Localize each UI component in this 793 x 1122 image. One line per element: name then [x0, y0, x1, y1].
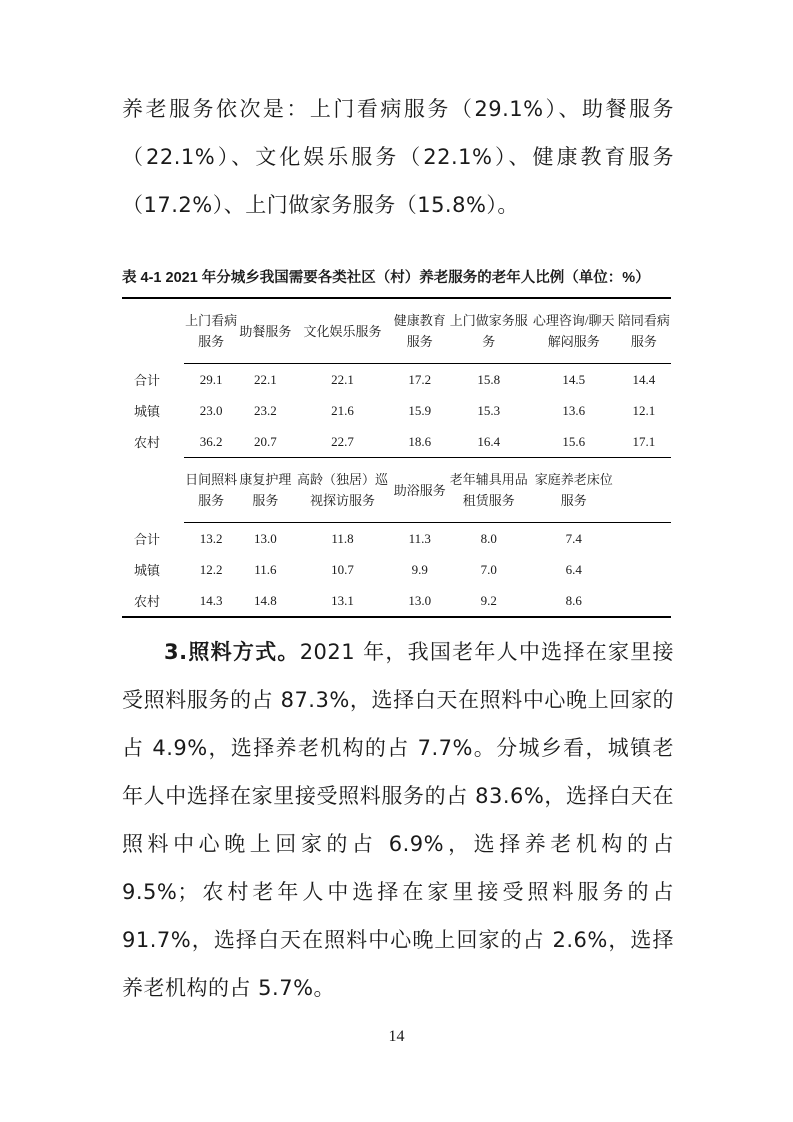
column-header: 陪同看病服务 [617, 298, 671, 364]
column-header: 日间照料服务 [184, 458, 238, 523]
table-cell: 17.2 [408, 371, 432, 387]
table-cell [617, 523, 671, 555]
table-cell: 15.3 [477, 402, 501, 418]
table-cell: 13.0 [254, 530, 277, 546]
table-cell: 11.8 [331, 530, 354, 546]
table-cell: 15.6 [562, 433, 586, 449]
table-cell: 8.6 [565, 592, 582, 608]
table-cell: 21.6 [331, 402, 354, 418]
row-label: 合计 [134, 372, 161, 388]
table-cell: 22.7 [331, 433, 354, 449]
column-header [617, 458, 671, 523]
table-cell: 10.7 [331, 561, 354, 577]
section-heading: 3.照料方式。 [164, 640, 300, 664]
table-header-row [122, 298, 671, 364]
table-cell: 20.7 [254, 433, 277, 449]
row-label: 农村 [134, 435, 161, 451]
column-header: 高龄（独居）巡视探访服务 [293, 458, 393, 523]
table-cell: 11.6 [254, 561, 277, 577]
table-cell: 13.6 [562, 402, 586, 418]
table-cell: 36.2 [199, 433, 223, 449]
table-cell [617, 554, 671, 585]
header-corner [122, 458, 184, 523]
column-header: 上门做家务服务 [447, 298, 531, 364]
table-cell: 8.0 [480, 530, 497, 546]
table-cell: 7.0 [480, 561, 497, 577]
table-cell: 13.2 [199, 530, 223, 546]
table-cell: 12.2 [199, 561, 223, 577]
paragraph-body: 2021 年，我国老年人中选择在家里接受照料服务的占 87.3%，选择白天在照料中心晚上回家的占 4.9%，选择养老机构的占 7.7%。分城乡看，城镇老年人中选择在家里接受照料服务的占 83.6%，选择白天在照料中心晚上回家的占 6.9%，选择养老机构的占 9.5%；农村老年人中选择在家里接受照料服务的占 91.7%，选择白天在照料中心晚上回家的占 2.6%，选择养老机构的占 5.7%。 [122, 640, 675, 1000]
row-label: 合计 [134, 531, 161, 547]
table-cell: 13.0 [408, 592, 432, 608]
column-header: 家庭养老床位服务 [531, 458, 617, 523]
table-row [122, 585, 671, 617]
column-header: 健康教育服务 [393, 298, 447, 364]
table-cell: 14.8 [254, 592, 277, 608]
column-header: 心理咨询/聊天解闷服务 [531, 298, 617, 364]
table-cell: 18.6 [408, 433, 432, 449]
row-label: 农村 [134, 594, 161, 609]
table-cell: 13.1 [331, 592, 354, 608]
table-cell: 22.1 [331, 371, 354, 387]
table-cell: 12.1 [632, 402, 656, 418]
column-header: 老年辅具用品租赁服务 [447, 458, 531, 523]
row-label: 城镇 [134, 404, 161, 419]
table-cell: 14.5 [562, 371, 586, 387]
table-cell: 14.3 [199, 592, 223, 608]
table-row [122, 395, 671, 426]
table-header-row [122, 458, 671, 523]
table-cell: 23.2 [254, 402, 277, 418]
table-cell: 7.4 [565, 530, 582, 546]
table-cell: 9.2 [480, 592, 497, 608]
table-cell: 23.0 [199, 402, 223, 418]
row-label: 城镇 [134, 563, 161, 578]
column-header: 文化娱乐服务 [293, 298, 393, 364]
table-cell: 17.1 [632, 433, 656, 449]
page-number: 14 [388, 1028, 405, 1045]
header-corner [122, 298, 184, 364]
table-row [122, 523, 671, 555]
column-header: 康复护理服务 [238, 458, 292, 523]
column-header: 助浴服务 [393, 458, 447, 523]
table-cell: 15.9 [408, 402, 432, 418]
column-header: 助餐服务 [238, 298, 292, 364]
table-cell: 22.1 [254, 371, 277, 387]
paragraph-service-ranking: 养老服务依次是：上门看病服务（29.1%）、助餐服务（22.1%）、文化娱乐服务（22.1%）、健康教育服务（17.2%）、上门做家务服务（15.8%）。 [122, 97, 674, 217]
table-cell: 14.4 [632, 371, 656, 387]
service-demand-table [122, 297, 671, 618]
table-cell: 11.3 [408, 530, 431, 546]
table-cell: 9.9 [411, 561, 428, 577]
table-caption: 表 4-1 2021 年分城乡我国需要各类社区（村）养老服务的老年人比例（单位：%） [122, 270, 650, 286]
table-cell: 6.4 [565, 561, 582, 577]
column-header: 上门看病服务 [184, 298, 238, 364]
table-cell: 16.4 [477, 433, 501, 449]
paragraph-care-method [122, 628, 674, 1012]
table-cell: 29.1 [199, 371, 223, 387]
table-cell [617, 585, 671, 617]
table-row [122, 364, 671, 396]
table-row [122, 554, 671, 585]
table-row [122, 426, 671, 458]
table-cell: 15.8 [477, 371, 501, 387]
